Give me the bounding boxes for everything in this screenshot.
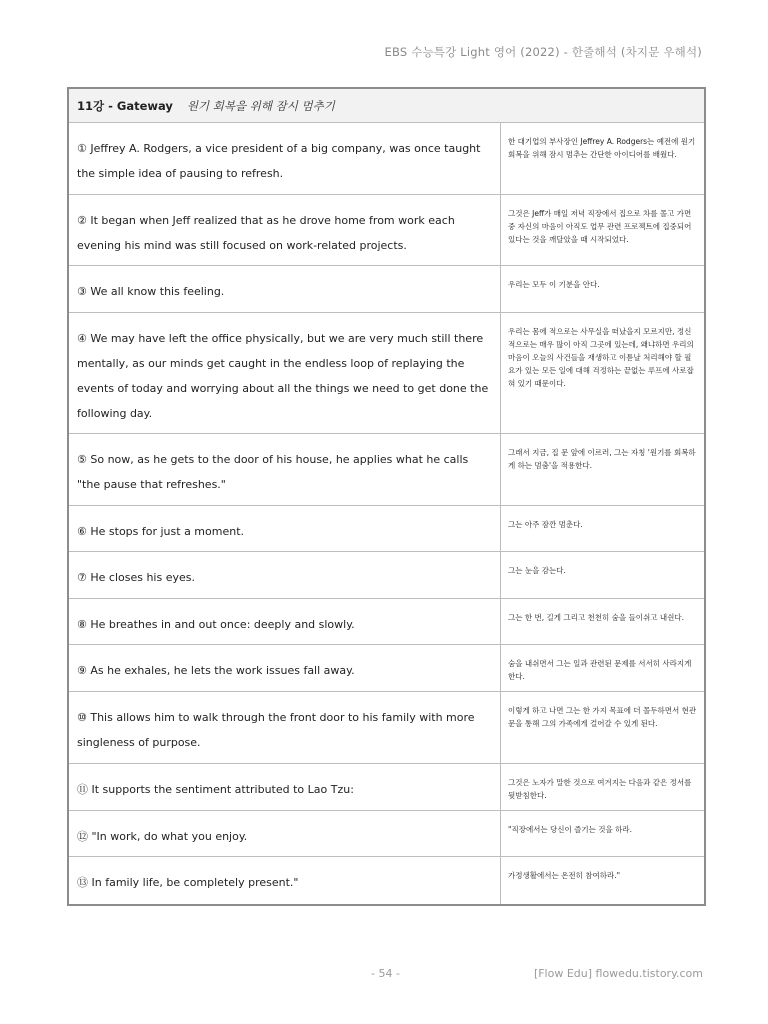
korean-translation: 가정생활에서는 온전히 참여하라." (508, 871, 621, 880)
translation-table (67, 87, 706, 906)
korean-translation: 그는 한 번, 길게 그리고 천천히 숨을 들이쉬고 내쉰다. (508, 613, 684, 622)
page-header: EBS 수능특강 Light 영어 (2022) - 한줄해석 (차지문 우해석) (384, 45, 702, 59)
lesson-title: 11강 - Gateway (77, 98, 173, 113)
english-sentence: ④ We may have left the office physically, but we are very much still there mentally, as our minds get caught in the endless loop of replaying the events of today and worrying about all the things we need to get done the following day. (69, 313, 501, 433)
footer-site-link[interactable]: [Flow Edu] flowedu.tistory.com (533, 967, 703, 980)
english-sentence: ⑨ As he exhales, he lets the work issues fall away. (69, 645, 501, 691)
sentence-row-9 (69, 645, 704, 692)
english-sentence: ⑦ He closes his eyes. (69, 552, 501, 598)
sentence-row-1 (69, 123, 704, 195)
korean-translation: 숨을 내쉬면서 그는 일과 관련된 문제를 서서히 사라지게 한다. (508, 659, 692, 681)
english-sentence: ⑥ He stops for just a moment. (69, 506, 501, 551)
korean-translation: 우리는 모두 이 기분을 안다. (508, 280, 600, 289)
sentence-row-6 (69, 506, 704, 552)
english-sentence: ⑧ He breathes in and out once: deeply and slowly. (69, 599, 501, 644)
korean-translation: 그는 눈을 감는다. (508, 566, 566, 575)
english-sentence: ⑬ In family life, be completely present." (69, 857, 501, 904)
english-sentence: ⑫ "In work, do what you enjoy. (69, 811, 501, 856)
sentence-row-5 (69, 434, 704, 506)
sentence-row-7 (69, 552, 704, 599)
sentence-row-13 (69, 857, 704, 904)
korean-translation: 그는 아주 잠깐 멈춘다. (508, 520, 583, 529)
english-sentence: ① Jeffrey A. Rodgers, a vice president of a big company, was once taught the simple idea of pausing to refresh. (69, 123, 501, 194)
korean-translation: "직장에서는 당신이 즐기는 것을 하라. (508, 825, 633, 834)
english-sentence: ⑩ This allows him to walk through the front door to his family with more singleness of purpose. (69, 692, 501, 763)
korean-translation: 그것은 Jeff가 매일 저녁 직장에서 집으로 차를 몰고 가면 중 자신의 마음이 아직도 업무 관련 프로젝트에 집중되어 있다는 것을 깨달았을 때 시작되었다. (508, 209, 692, 244)
korean-translation: 우리는 몸에 적으로는 사무실을 떠났을지 모르지만, 정신적으로는 매우 많이 아직 그곳에 있는데, 왜냐하면 우리의 마음이 오늘의 사건들을 재생하고 이튿날 처리해야 할 필요가 있는 모든 일에 대해 걱정하는 끝없는 루프에 사로잡혀 있기 때문이다. (508, 327, 694, 388)
sentence-row-12 (69, 811, 704, 857)
page-number: - 54 - (371, 967, 400, 980)
sentence-row-2 (69, 195, 704, 266)
sentence-row-10 (69, 692, 704, 764)
english-sentence: ⑪ It supports the sentiment attributed to Lao Tzu: (69, 764, 501, 810)
korean-translation: 한 대기업의 부사장인 Jeffrey A. Rodgers는 예전에 원기 회복을 위해 잠시 멈추는 간단한 아이디어를 배웠다. (508, 137, 696, 159)
korean-translation: 그것은 노자가 말한 것으로 여겨지는 다음과 같은 정서를 뒷받침한다. (508, 778, 692, 800)
handwritten-title-note: 원기 회복을 위해 잠시 멈추기 (186, 98, 335, 113)
english-sentence: ⑤ So now, as he gets to the door of his house, he applies what he calls "the pause that refreshes." (69, 434, 501, 505)
korean-translation: 이렇게 하고 나면 그는 한 가지 목표에 더 몰두하면서 현관문을 통해 그의 가족에게 걸어갈 수 있게 된다. (508, 706, 697, 728)
sentence-row-8 (69, 599, 704, 645)
lesson-title-row (69, 89, 704, 123)
english-sentence: ② It began when Jeff realized that as he drove home from work each evening his mind was still focused on work-related projects. (69, 195, 501, 265)
sentence-row-3 (69, 266, 704, 313)
sentence-row-11 (69, 764, 704, 811)
english-sentence: ③ We all know this feeling. (69, 266, 501, 312)
korean-translation: 그래서 지금, 집 문 앞에 이르러, 그는 자칭 '원기를 회복하게 하는 멈춤'을 적용한다. (508, 448, 696, 470)
sentence-row-4 (69, 313, 704, 434)
